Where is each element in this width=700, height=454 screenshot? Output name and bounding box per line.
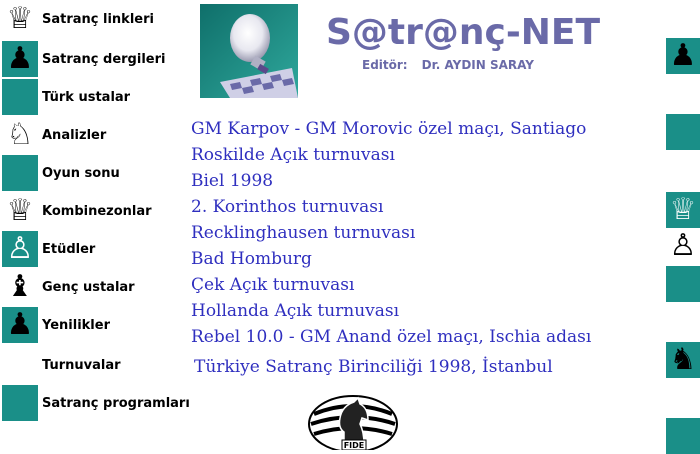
- nav-item-analizler[interactable]: [2, 116, 106, 154]
- tournament-link[interactable]: Hollanda Açık turnuvası: [191, 301, 400, 321]
- nav-item-etudler[interactable]: [2, 230, 95, 268]
- white-queen-icon[interactable]: ♕: [666, 192, 700, 228]
- fide-label: FIDE: [343, 441, 365, 450]
- white-queen-icon: ♕: [2, 1, 38, 37]
- fide-logo[interactable]: [308, 388, 398, 450]
- nav-label: Türk ustalar: [42, 89, 131, 105]
- editor-label: Editör:: [362, 58, 408, 72]
- nav-item-kombinezonlar[interactable]: [2, 192, 152, 230]
- nav-item-satranc-linkleri[interactable]: [2, 0, 154, 38]
- white-knight-icon: ♘: [2, 117, 38, 153]
- teal-square-icon[interactable]: [666, 266, 700, 302]
- nav-label: Analizler: [42, 127, 107, 143]
- tournament-link[interactable]: Türkiye Satranç Birinciliği 1998, İstanbul: [194, 357, 553, 377]
- teal-square-icon[interactable]: [666, 418, 700, 454]
- nav-item-satranc-programlari[interactable]: [2, 384, 190, 422]
- white-pawn-icon: ♙: [2, 231, 38, 267]
- lightbulb-chessboard-icon: [200, 4, 298, 98]
- tournament-link[interactable]: Bad Homburg: [191, 249, 312, 269]
- nav-item-turnuvalar[interactable]: [2, 346, 121, 384]
- tournament-link[interactable]: Biel 1998: [191, 171, 274, 191]
- teal-square-icon[interactable]: [666, 114, 700, 150]
- teal-square-icon: [2, 155, 38, 191]
- nav-label: Satranç programları: [42, 395, 190, 411]
- tournament-link[interactable]: Roskilde Açık turnuvası: [191, 145, 395, 165]
- black-knight-icon[interactable]: ♞: [666, 342, 700, 378]
- black-pawn-icon: ♟: [2, 307, 38, 343]
- nav-item-yenilikler[interactable]: [2, 306, 110, 344]
- nav-label: Satranç linkleri: [42, 11, 154, 27]
- white-pawn-icon[interactable]: ♙: [666, 228, 700, 264]
- white-queen-icon: ♕: [2, 193, 38, 229]
- tournament-link[interactable]: Recklinghausen turnuvası: [191, 223, 416, 243]
- nav-item-genc-ustalar[interactable]: [2, 268, 135, 306]
- black-pawn-icon[interactable]: ♟: [666, 38, 700, 74]
- nav-label: Oyun sonu: [42, 165, 120, 181]
- nav-label: Etüdler: [42, 241, 96, 257]
- editor-line: [362, 58, 534, 72]
- nav-label: Genç ustalar: [42, 279, 135, 295]
- black-bishop-icon: ♝: [2, 269, 38, 305]
- tournament-link[interactable]: GM Karpov - GM Morovic özel maçı, Santiago: [191, 119, 587, 139]
- nav-item-satranc-dergileri[interactable]: [2, 40, 165, 78]
- fide-knight-icon: [308, 388, 398, 450]
- site-logo: [200, 4, 298, 98]
- editor-name: Dr. AYDIN SARAY: [421, 58, 534, 72]
- tournament-link[interactable]: 2. Korinthos turnuvası: [191, 197, 384, 217]
- nav-item-turk-ustalar[interactable]: [2, 78, 130, 116]
- blank-square-icon: [2, 347, 38, 383]
- tournament-link-list: [191, 116, 591, 380]
- tournament-link[interactable]: Rebel 10.0 - GM Anand özel maçı, Ischia adası: [191, 327, 592, 347]
- teal-square-icon: [2, 79, 38, 115]
- black-pawn-icon: ♟: [2, 41, 38, 77]
- nav-item-oyun-sonu[interactable]: [2, 154, 120, 192]
- tournament-link[interactable]: Çek Açık turnuvası: [191, 275, 355, 295]
- site-title: S@tr@nç-NET: [326, 12, 601, 53]
- teal-square-icon: [2, 385, 38, 421]
- nav-label: Satranç dergileri: [42, 51, 166, 67]
- nav-label: Kombinezonlar: [42, 203, 152, 219]
- nav-label: Yenilikler: [42, 317, 110, 333]
- nav-label: Turnuvalar: [42, 357, 121, 373]
